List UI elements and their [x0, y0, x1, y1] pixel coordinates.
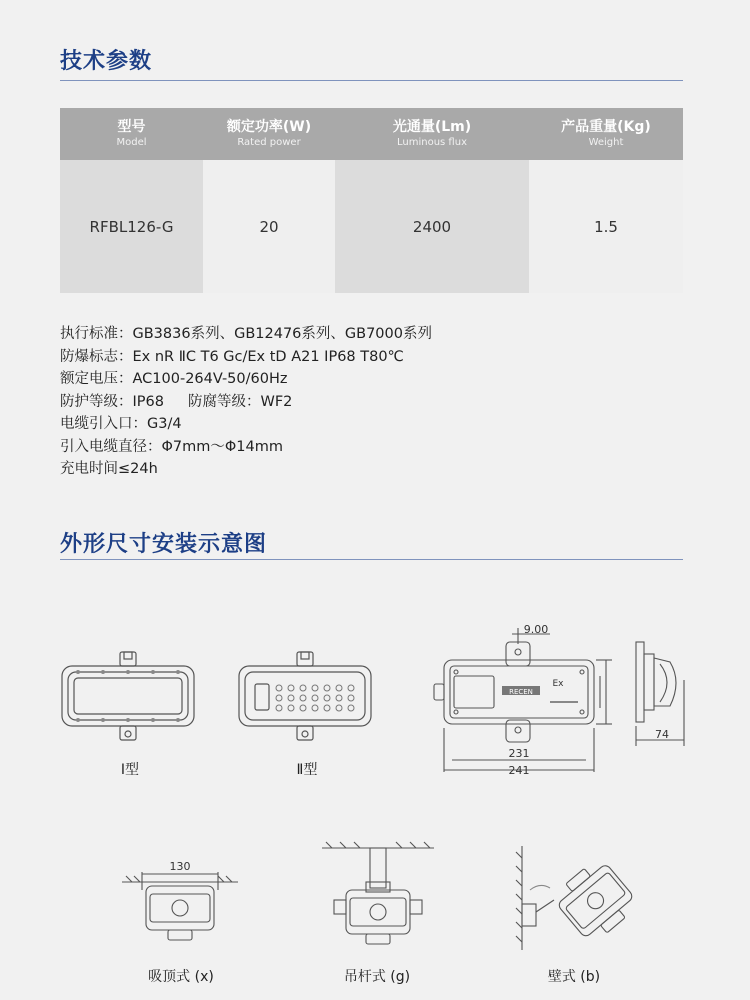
cell-power: 20 — [203, 160, 335, 293]
dim-241: 241 — [508, 764, 530, 777]
spec-protection-line — [60, 391, 432, 414]
spec-table — [60, 108, 683, 293]
type2-caption: Ⅱ型 — [296, 762, 318, 778]
cell-flux: 2400 — [335, 160, 529, 293]
dimension-side-view — [630, 640, 690, 750]
title-underline-2 — [60, 559, 683, 560]
dim-9: 9.00 — [523, 623, 549, 636]
dim-74: 74 — [655, 728, 669, 741]
brand-label: RECEN — [509, 688, 533, 696]
header-power: 额定功率(W) Rated power — [203, 108, 335, 160]
type1-drawing — [58, 648, 198, 748]
dim-130: 130 — [169, 860, 191, 873]
spec-standard: 执行标准：GB3836系列、GB12476系列、GB7000系列 — [60, 326, 432, 342]
header-model: 型号 Model — [60, 108, 203, 160]
header-weight: 产品重量(Kg) Weight — [529, 108, 683, 160]
spec-exmark: 防爆标志：Ex nR ⅡC T6 Gc/Ex tD A21 IP68 T80℃ — [60, 348, 404, 365]
dimension-front-view — [426, 620, 622, 780]
dimensions-title: 外形尺寸安装示意图 — [60, 532, 268, 557]
type2-drawing — [235, 648, 375, 748]
pendant-mount-drawing — [318, 838, 438, 950]
wall-mount-caption: 壁式 (b) — [547, 969, 601, 985]
spec-protection: 防护等级：IP68 — [60, 393, 164, 410]
spec-cable-entry: 电缆引入口：G3/4 — [60, 416, 182, 432]
dim-231: 231 — [508, 747, 530, 760]
table-header-row — [60, 108, 683, 160]
tech-params-title: 技术参数 — [60, 49, 153, 74]
spec-cable-diameter: 引入电缆直径：Φ7mm～Φ14mm — [60, 438, 284, 455]
ex-label: Ex — [552, 679, 564, 689]
type1-caption: Ⅰ型 — [120, 762, 140, 778]
title-underline — [60, 80, 683, 81]
wall-mount-drawing — [510, 842, 640, 952]
ceiling-mount-caption: 吸顶式 (x) — [148, 969, 214, 985]
spec-list — [60, 323, 432, 481]
spec-anticorrosion: 防腐等级：WF2 — [187, 393, 293, 410]
pendant-mount-caption: 吊杆式 (g) — [343, 969, 411, 985]
spec-voltage: 额定电压：AC100-264V-50/60Hz — [60, 371, 288, 387]
cell-model: RFBL126-G — [60, 160, 203, 293]
spec-charge-time: 充电时间≤24h — [60, 461, 158, 477]
ceiling-mount-drawing — [118, 858, 242, 948]
cell-weight: 1.5 — [529, 160, 683, 293]
table-row — [60, 160, 683, 293]
header-flux: 光通量(Lm) Luminous flux — [335, 108, 529, 160]
